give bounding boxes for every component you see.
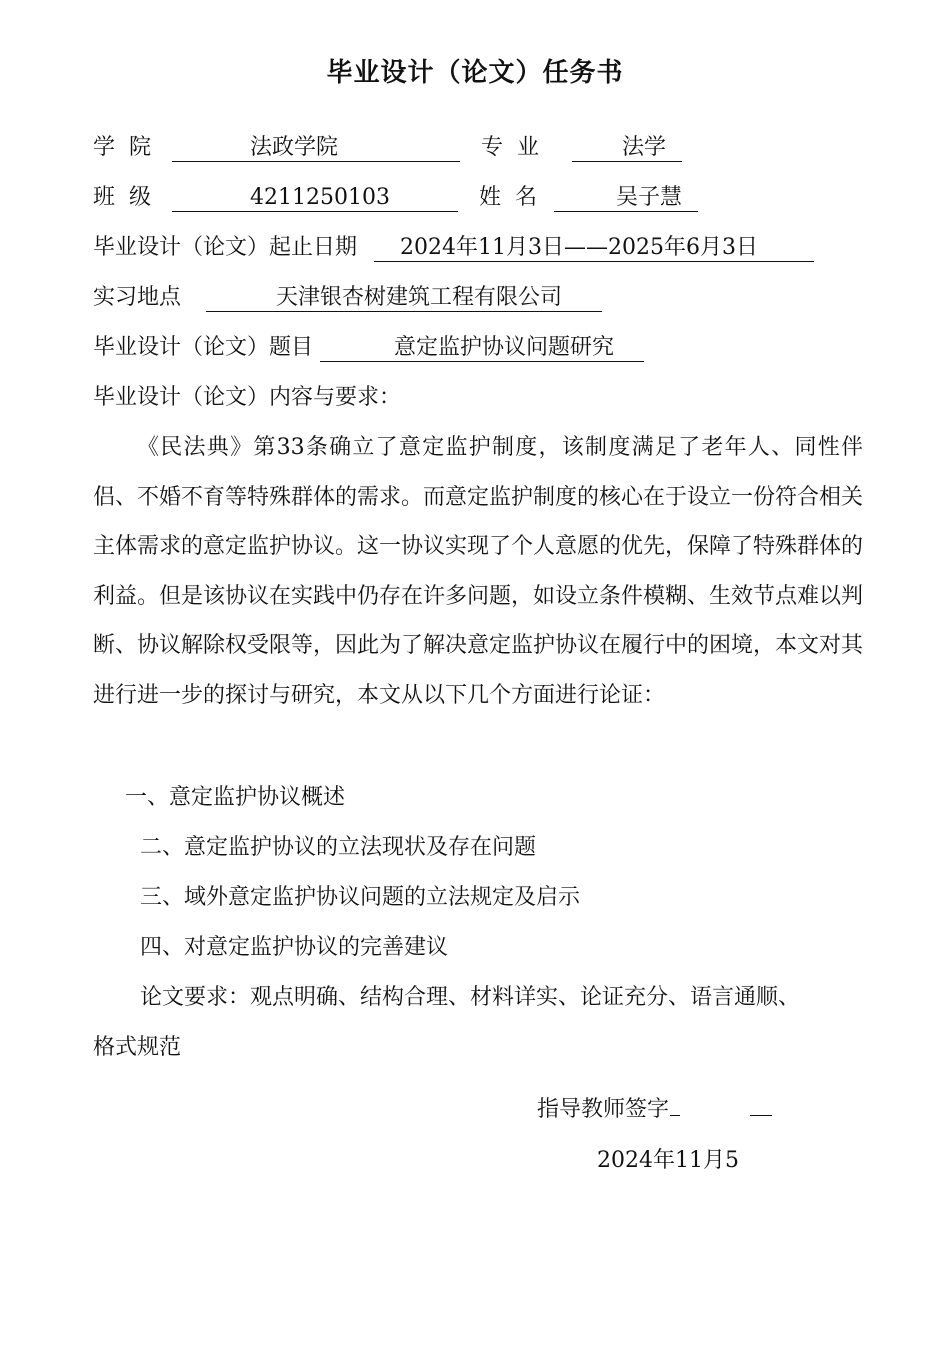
major-label: 专 业 [481,135,539,160]
name-field[interactable] [554,185,698,212]
college-value: 法政学院 [250,135,339,160]
class-label: 班 级 [93,185,151,210]
requirements-line-2: 格式规范 [93,1035,182,1060]
class-field[interactable] [172,185,458,212]
college-label: 学 院 [93,135,151,160]
location-label: 实习地点 [93,285,182,310]
location-field[interactable] [206,285,602,312]
location-row [93,283,602,313]
topic-row [93,333,644,363]
requirements-line-1: 论文要求：观点明确、结构合理、材料详实、论证充分、语言通顺、 [140,985,801,1010]
dates-row [93,233,814,263]
outline-item: 一、意定监护协议概述 [125,785,346,810]
signature-date: 2024年11月5 [597,1148,739,1173]
location-value: 天津银杏树建筑工程有限公司 [276,285,563,310]
major-value: 法学 [622,135,667,160]
name-value: 吴子慧 [616,185,683,210]
outline-item: 三、域外意定监护协议问题的立法规定及启示 [140,885,581,910]
dates-label: 毕业设计（论文）起止日期 [93,235,358,260]
topic-value: 意定监护协议问题研究 [394,335,615,360]
outline-item: 四、对意定监护协议的完善建议 [140,935,449,960]
content-paragraph: 《民法典》第33条确立了意定监护制度，该制度满足了老年人、同性伴侣、不婚不育等特殊群体的需求。而意定监护制度的核心在于设立一份符合相关主体需求的意定监护协议。这一协议实现了个人意愿的优先，保障了特殊群体的利益。但是该协议在实践中仍存在许多问题，如设立条件模糊、生效节点难以判断、协议解除权受限等，因此为了解决意定监护协议在履行中的困境，本文对其进行进一步的探讨与研究，本文从以下几个方面进行论证： [93,435,864,708]
signature-blank-end[interactable] [750,1093,772,1116]
content-heading: 毕业设计（论文）内容与要求： [93,385,402,410]
class-name-row [93,183,698,213]
college-field[interactable] [172,135,460,162]
topic-label: 毕业设计（论文）题目 [93,335,314,360]
signature-blank-start [670,1093,680,1116]
outline-item: 二、意定监护协议的立法现状及存在问题 [140,835,537,860]
signature-label: 指导教师签字 [537,1097,670,1122]
document-title: 毕业设计（论文）任务书 [326,58,624,88]
class-value: 4211250103 [250,185,390,210]
major-field[interactable] [572,135,682,162]
dates-value: 2024年11月3日——2025年6月3日 [400,235,758,260]
name-label: 姓 名 [479,185,537,210]
topic-field[interactable] [320,335,644,362]
dates-field[interactable] [374,235,814,262]
college-major-row [93,133,682,163]
signature-row [537,1093,772,1125]
